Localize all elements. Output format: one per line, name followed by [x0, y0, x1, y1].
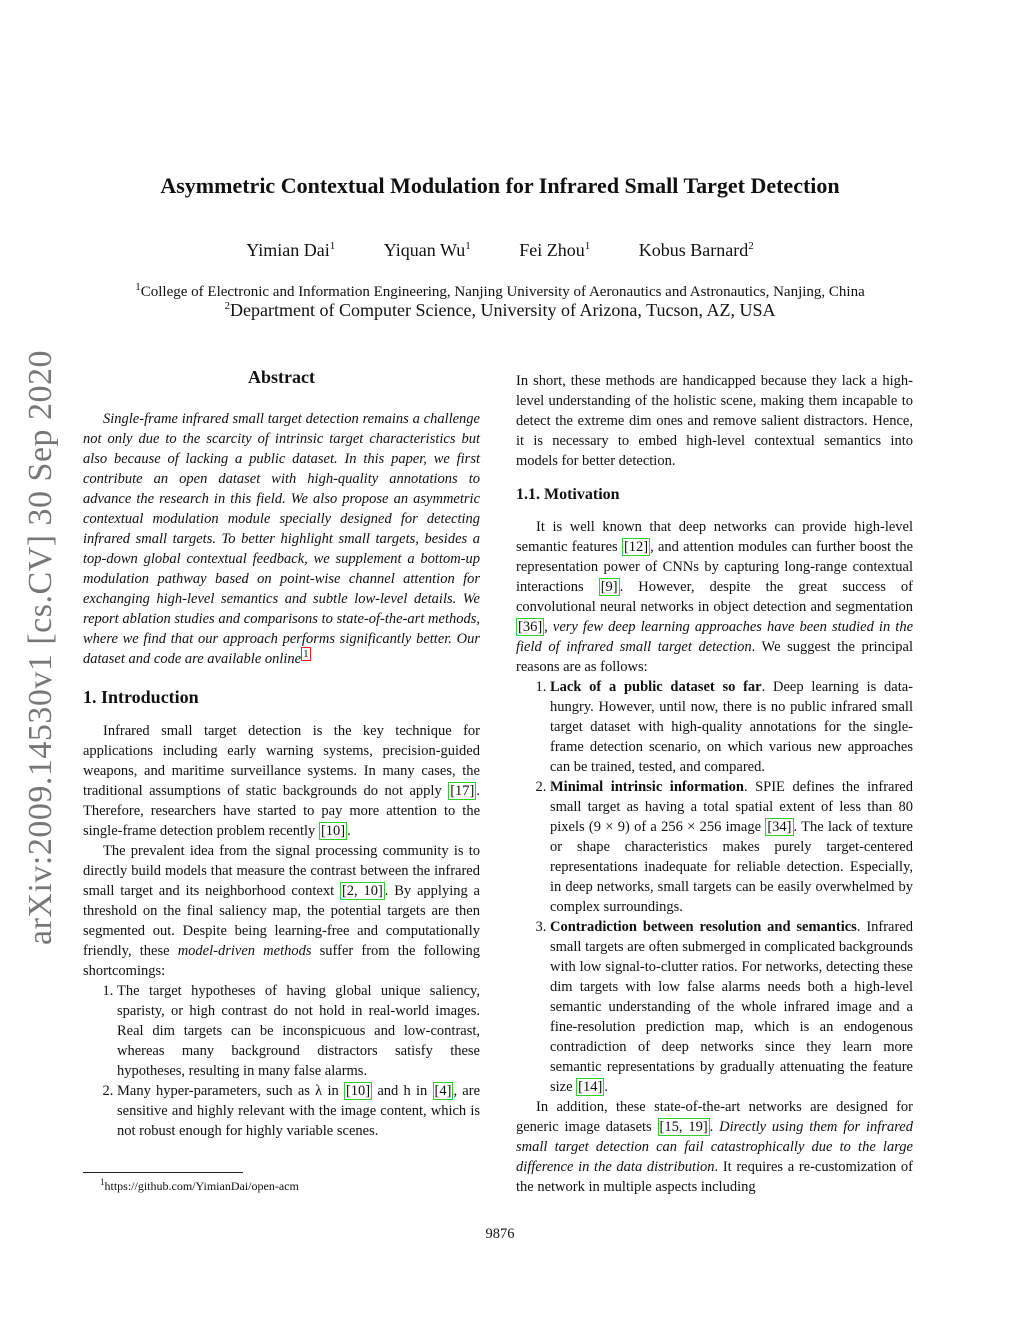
affiliation-2: $^2$Department of Computer Science, University of Arizona, Tucson, AZ, USA: [224, 300, 776, 320]
reasons-list: [516, 677, 913, 1097]
author-list: [0, 240, 1000, 261]
affiliation-1: $^1$College of Electronic and Information Engineering, Nanjing University of Aeronautics and Astronautics, Nanjing, China: [135, 281, 865, 300]
right-paragraph-0: In short, these methods are handicapped because they lack a high-level understanding of the holistic scene, making them incapable to detect the extreme dim ones and remove salient distractors. Hence, it is necessary to embed high-level contextual semantics into models for better detection.: [516, 373, 913, 469]
footnote-divider: [83, 1172, 243, 1173]
citation-link[interactable]: [4]: [434, 1083, 452, 1099]
citation-link[interactable]: [12]: [623, 539, 649, 555]
motivation-paragraph-2: In addition, these state-of-the-art networks are designed for generic image datasets [15, 19] . Directly using them for infrared small target detection can fail catastrophically due to the large difference in the data distribution. It requires a re-customization of the network in multiple aspects including: [516, 1099, 913, 1195]
list-item: 2. Many hyper-parameters, such as λ in [10] and h in [4] , are sensitive and highly relevant with the image content, which is not robust enough for highly variable scenes.: [117, 1081, 480, 1141]
citation-link[interactable]: [2, 10]: [341, 883, 383, 899]
list-item: 1. The target hypotheses of having global unique saliency, sparisty, or high contrast do not hold in real-world images. Real dim targets can be inconspicuous and low-contrast, whereas many background distractors satisfy these hypotheses, resulting in many false alarms.: [117, 981, 480, 1081]
motivation-heading: 1.1. Motivation: [516, 486, 620, 503]
footnote-link[interactable]: 1: [303, 648, 309, 661]
intro-paragraph-1: Infrared small target detection is the key technique for applications including early warning systems, precision-guided weapons, and maritime surveillance systems. In many cases, the traditional assumptions of static backgrounds do not apply [17] . Therefore, researchers have started to pay more attention to the single-frame detection problem recently [10] .: [83, 723, 480, 839]
paper-title: Asymmetric Contextual Modulation for Infrared Small Target Detection: [160, 173, 840, 198]
footnote-url-link[interactable]: https://github.com/YimianDai/open-acm: [104, 1179, 299, 1193]
citation-link[interactable]: [10]: [345, 1083, 371, 1099]
introduction-heading: 1. Introduction: [83, 687, 199, 707]
citation-link[interactable]: [10]: [320, 823, 346, 839]
author-4: Kobus Barnard$^2$: [638, 240, 754, 260]
right-column: [516, 371, 913, 1197]
shortcomings-list: [83, 981, 480, 1141]
citation-link[interactable]: [14]: [578, 1079, 603, 1095]
motivation-paragraph-1: It is well known that deep networks can provide high-level semantic features [12] , and attention modules can further boost the representation power of CNNs by capturing long-range contextual interactions [9] . However, despite the great success of convolutional neural networks in object detection and segmentation [36] , very few deep learning approaches have been studied in the field of infrared small target detection. We suggest the principal reasons are as follows:: [516, 519, 914, 675]
citation-link[interactable]: [36]: [518, 619, 543, 635]
citation-link[interactable]: [34]: [767, 819, 792, 835]
list-item: 1. Lack of a public dataset so far. Deep learning is data-hungry. However, until now, there is no public infrared small target dataset with high-quality annotations for the single-frame detection scenario, on which various new approaches can be trained, tested, and compared.: [550, 677, 913, 777]
citation-link[interactable]: [9]: [600, 579, 618, 595]
page-number: 9876: [485, 1226, 515, 1242]
list-item: 2. Minimal intrinsic information. SPIE defines the infrared small target as having a total spatial extent of less than 80 pixels (9 × 9) of a 256 × 256 image [34] . The lack of texture or shape characteristics makes purely target-centered representations inadequate for reliable detection. Especially, in deep networks, small targets can be easily overwhelmed by complex surroundings.: [550, 777, 913, 917]
author-1: Yimian Dai$^1$: [246, 240, 336, 260]
left-column: [83, 367, 480, 1141]
footnote: $^1$https://github.com/YimianDai/open-acm: [100, 1177, 299, 1193]
intro-paragraph-2: The prevalent idea from the signal processing community is to directly build models that measure the contrast between the infrared small target and its neighborhood context [2, 10] . By applying a threshold on the final saliency map, the potential targets are then segmented out. Despite being learning-free and computationally friendly, these model-driven methods suffer from the following shortcomings:: [83, 843, 480, 979]
abstract-body: Single-frame infrared small target detection remains a challenge not only due to the scarcity of intrinsic target characteristics but also because of lacking a public dataset. In this paper, we first contribute an open dataset with high-quality annotations to advance the research in this field. We also propose an asymmetric contextual modulation module specially designed for detecting infrared small targets. To better highlight small targets, besides a top-down global contextual feedback, we supplement a bottom-up modulation pathway based on point-wise channel attention for exchanging high-level semantics and subtle low-level details. We report ablation studies and comparisons to state-of-the-art methods, where we find that our approach performs significantly better. Our dataset and code are available online $^1$: [83, 411, 480, 667]
citation-link[interactable]: [17]: [450, 783, 475, 799]
citation-link[interactable]: [15, 19]: [659, 1119, 708, 1135]
arxiv-stamp: arXiv:2009.14530v1 [cs.CV] 30 Sep 2020: [22, 349, 59, 945]
list-item: 3. Contradiction between resolution and semantics. Infrared small targets are often submerged in complicated backgrounds with low signal-to-clutter ratios. For networks, detecting these dim targets with low false alarms needs both a high-level semantic understanding of the whole infrared image and a fine-resolution prediction map, which is an endogenous contradiction of deep networks since they learn more semantic representations by gradually attenuating the feature size [14] .: [550, 917, 913, 1097]
author-2: Yiquan Wu$^1$: [383, 240, 471, 260]
abstract-heading: Abstract: [248, 367, 315, 387]
author-3: Fei Zhou$^1$: [519, 240, 591, 260]
